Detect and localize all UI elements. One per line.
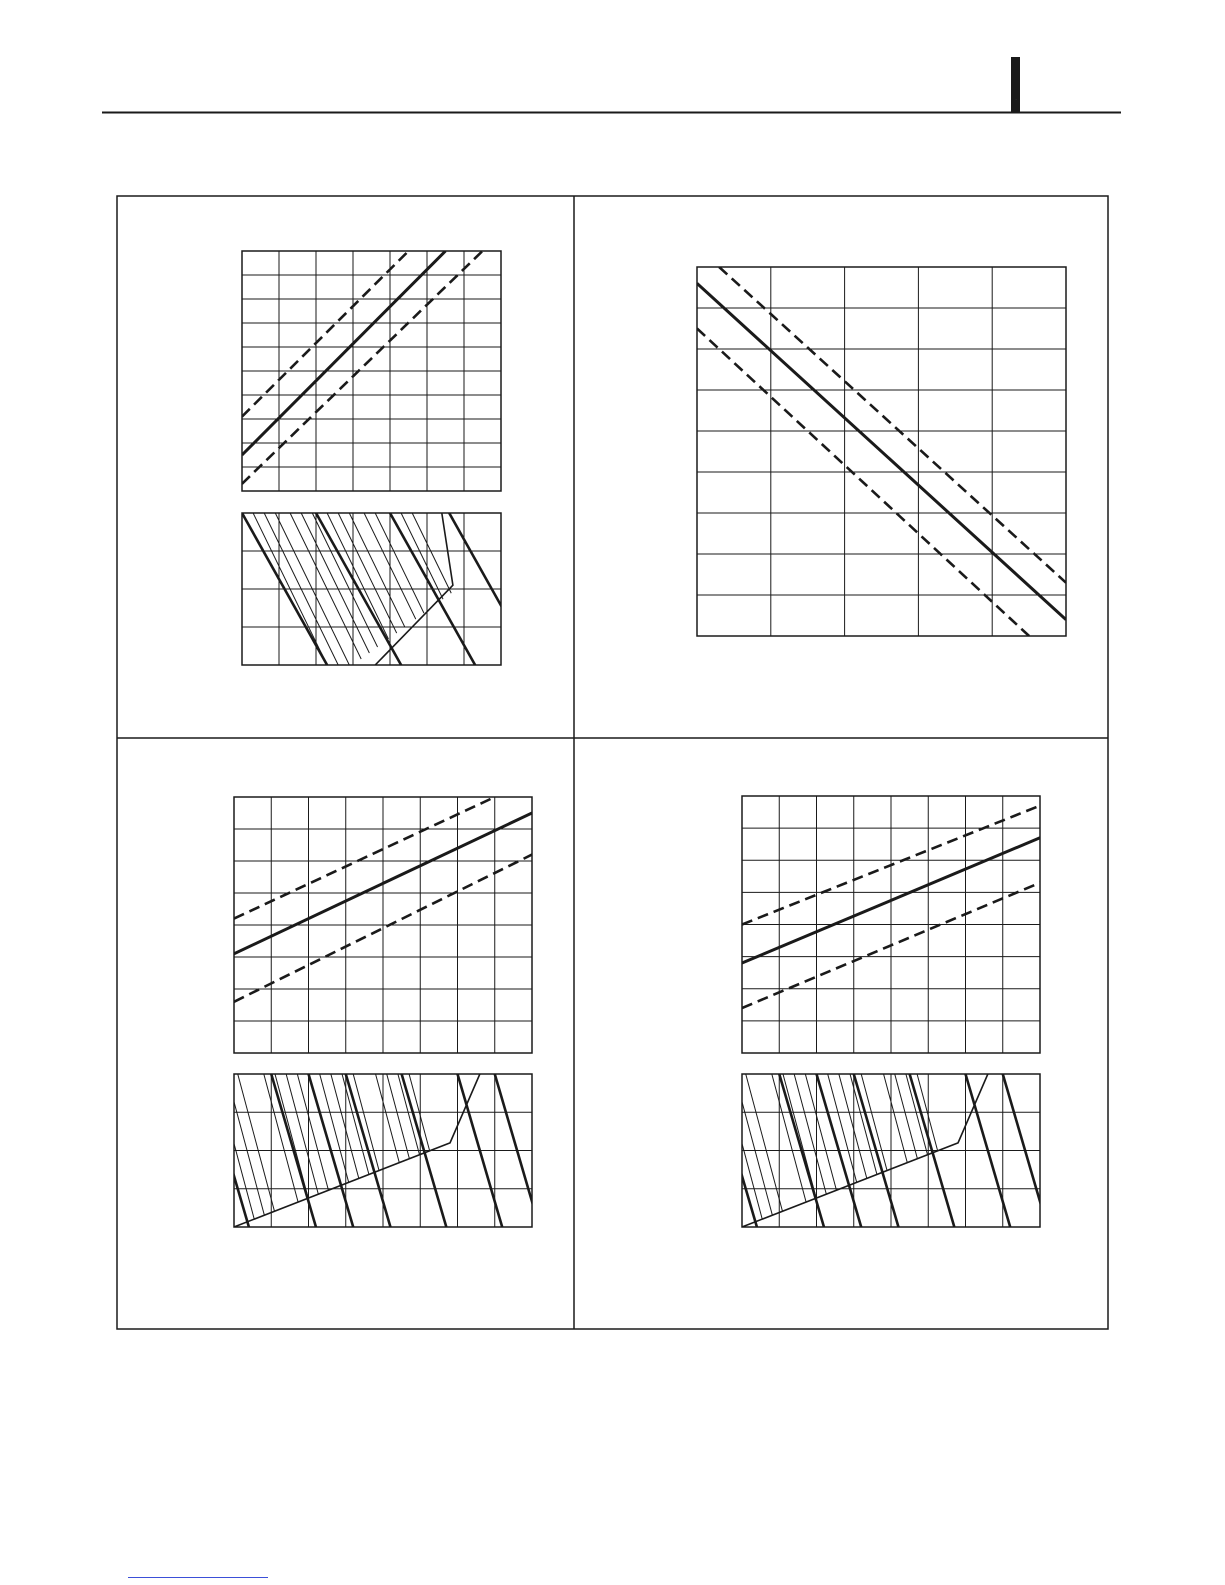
chart-2 <box>697 267 1066 636</box>
chart-1-top <box>242 251 501 491</box>
chart-4-top <box>742 796 1040 1053</box>
header-marker-text: I <box>1015 100 1017 101</box>
header-marker-bar <box>1011 57 1020 112</box>
series-line-dashed-1 <box>242 251 409 417</box>
chart-3-top <box>234 797 532 1053</box>
chart-1-bottom <box>242 513 534 665</box>
series-line-dashed-1 <box>234 797 495 919</box>
hatch-line <box>701 1074 742 1227</box>
figure-frame <box>117 196 1108 1329</box>
footer-link-underline[interactable] <box>128 1577 268 1578</box>
heavy-line <box>668 1074 713 1227</box>
hatch-line <box>679 1074 720 1227</box>
series-line-dashed-3 <box>697 329 1029 637</box>
heavy-line <box>160 1074 205 1227</box>
chart-4-bottom <box>668 1074 1048 1227</box>
hatch-line <box>171 1074 212 1227</box>
series-line-solid-2 <box>697 283 1066 619</box>
chart-frames <box>234 251 1066 1227</box>
series-line-solid-2 <box>242 251 446 455</box>
hatch-line <box>690 1074 731 1227</box>
chart-3-bottom <box>160 1074 540 1227</box>
hatch-line <box>193 1074 234 1227</box>
hatch-line <box>182 1074 223 1227</box>
series-line-dashed-3 <box>242 251 483 484</box>
